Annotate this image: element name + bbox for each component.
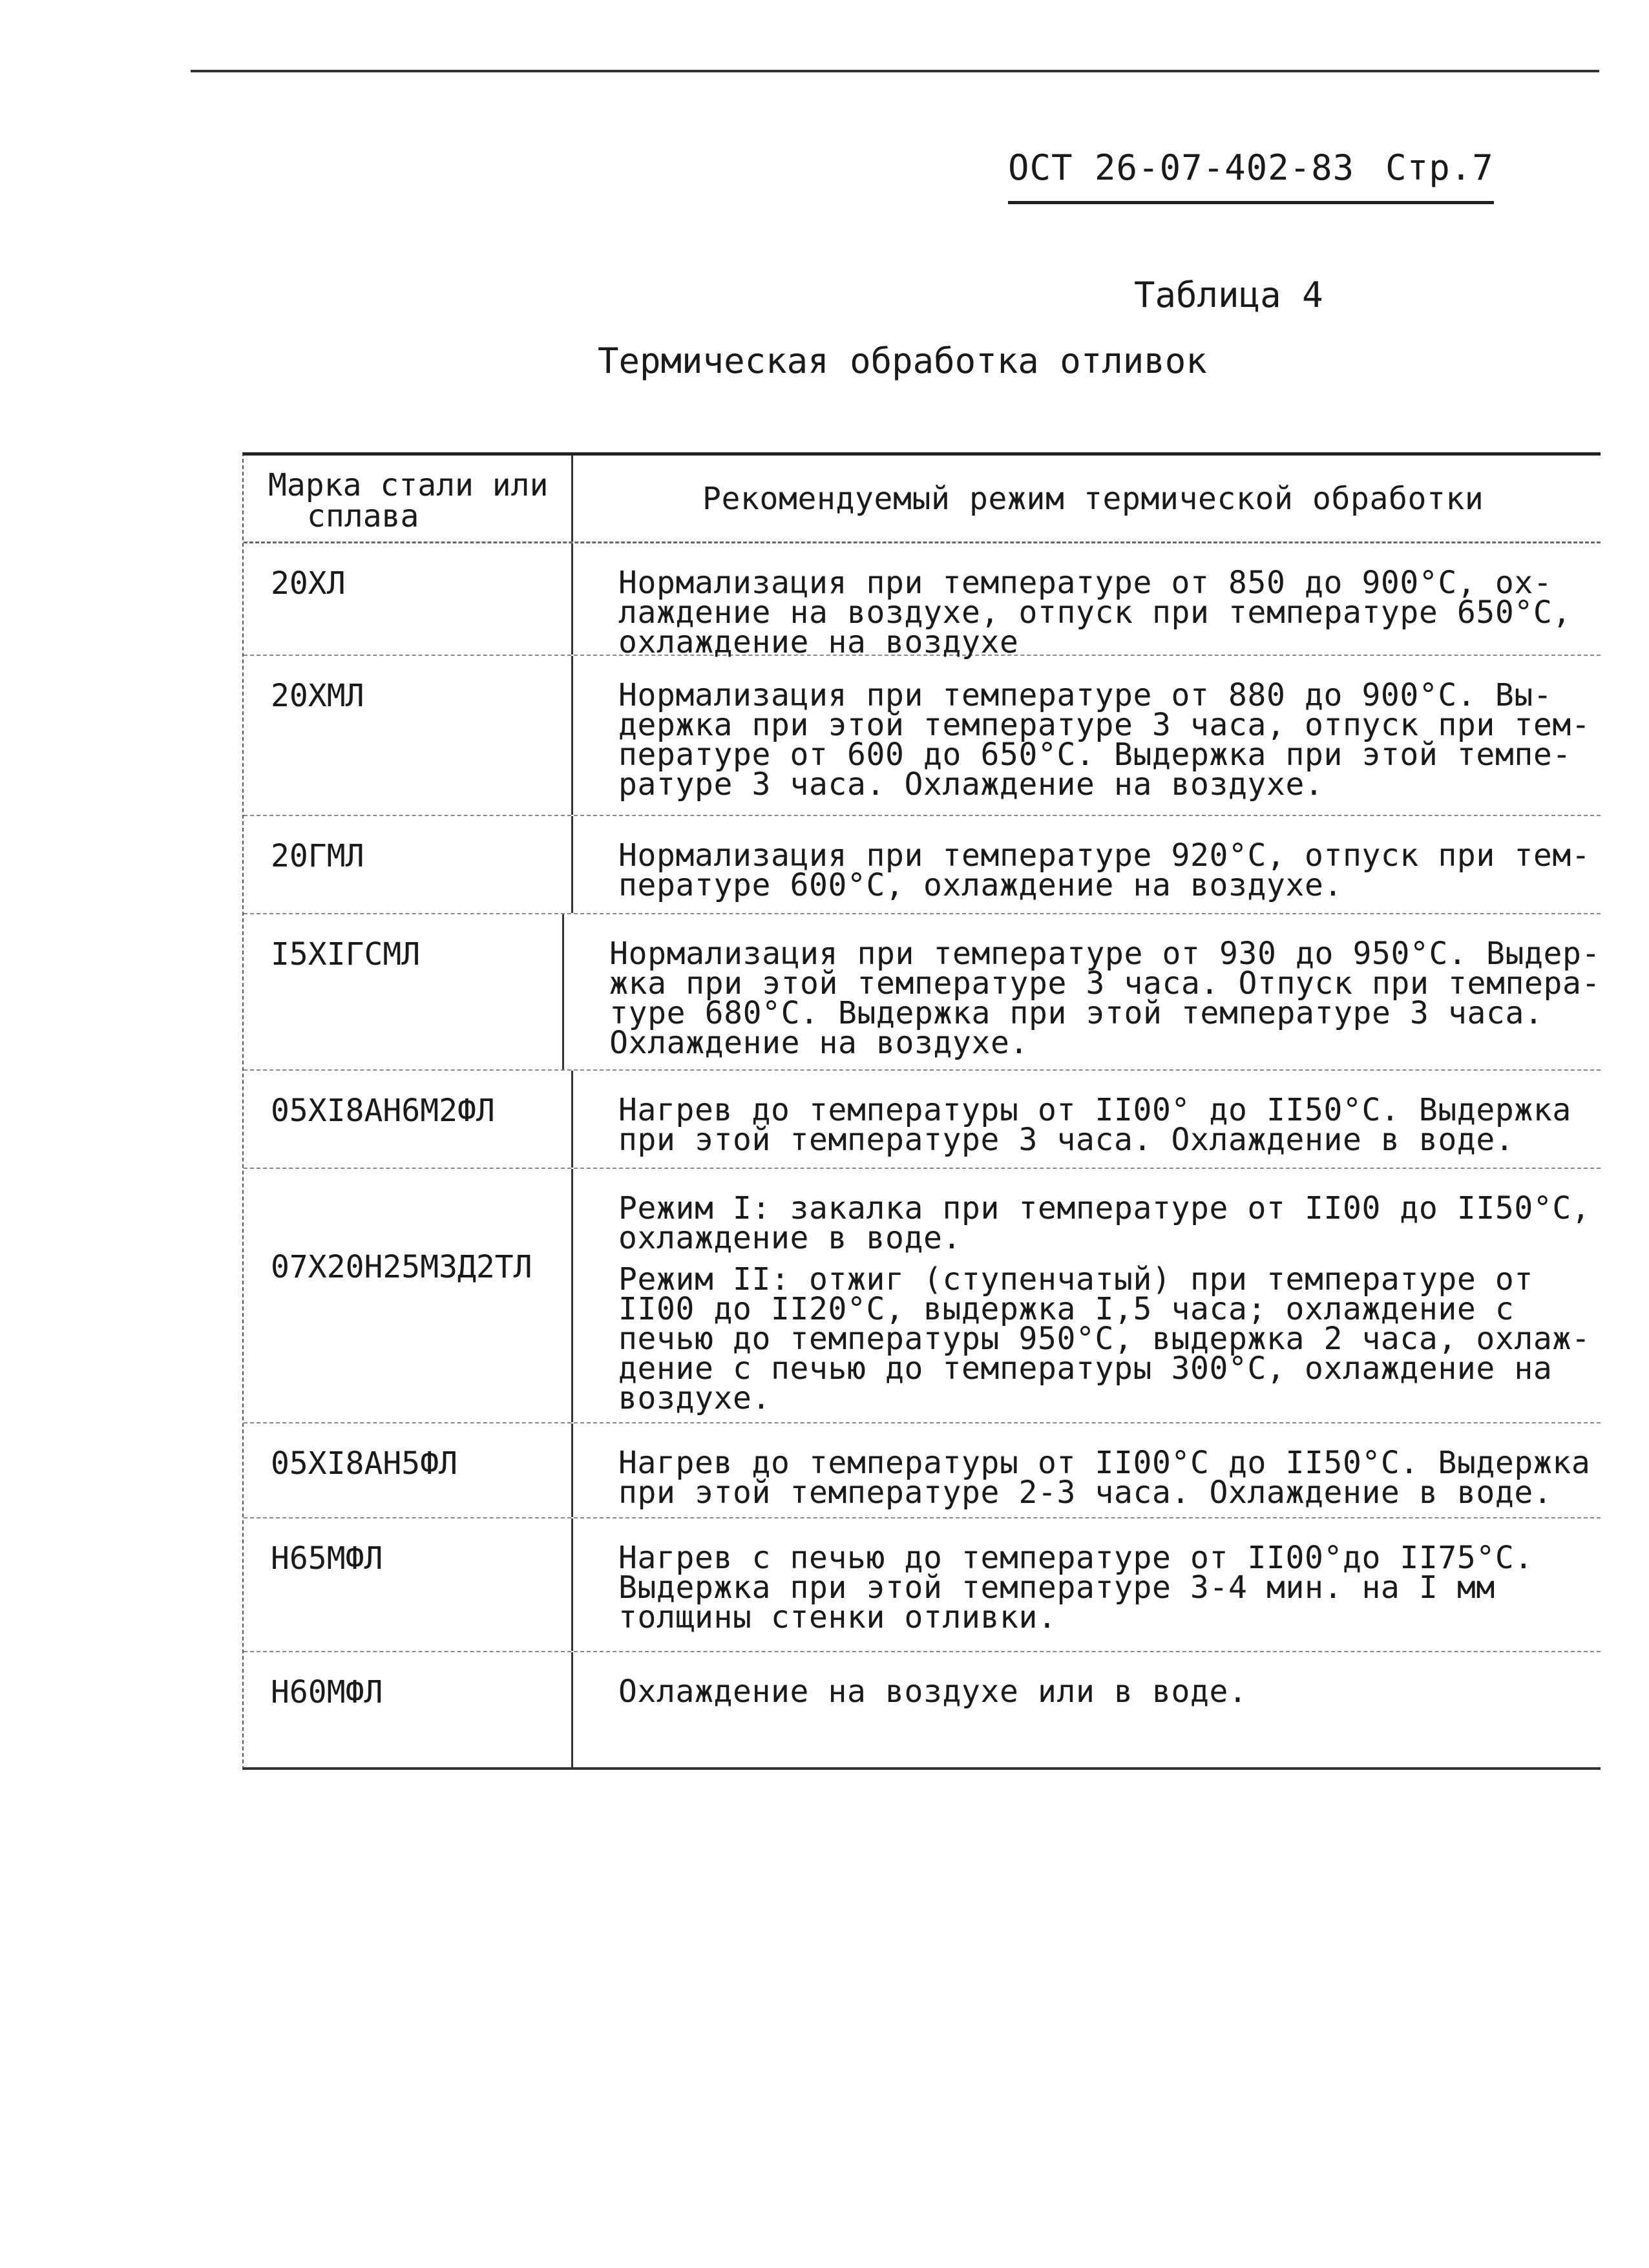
mode-text-line: толщины стенки отливки. [618, 1599, 1057, 1635]
table-row [244, 1169, 1601, 1423]
mode-paragraph-2 [618, 1261, 1601, 1416]
top-rule [191, 70, 1599, 72]
document-header [1008, 147, 1494, 204]
mode-text-line: Нагрев до температуры от II00°С до II50°С. Выдержка [618, 1445, 1591, 1481]
mode-text-line: при этой температуре 2-3 часа. Охлаждение в воде. [618, 1475, 1553, 1511]
table-row [244, 543, 1601, 660]
mode-cell [573, 656, 1601, 815]
mode-text-line: Выдержка при этой температуре 3-4 мин. на I мм [618, 1570, 1495, 1606]
mode-text-line: Нормализация при температуре 920°С, отпуск при тем- [618, 837, 1591, 874]
grade-cell: I5ХIГСМЛ [244, 914, 564, 1069]
mode-cell [573, 816, 1601, 913]
mode-text-line: дение с печью до температуры 300°С, охлаждение на [618, 1350, 1553, 1387]
table-row [244, 1518, 1601, 1652]
mode-text-line: Режим I: закалка при температуре от II00 до II50°С, [618, 1190, 1591, 1226]
mode-text-line: Нормализация при температуре от 930 до 950°С. Выдер- [609, 936, 1601, 972]
table-row [244, 1423, 1601, 1518]
grade-cell: 05ХI8АН6М2ФЛ [244, 1071, 573, 1168]
mode-text-line: Охлаждение на воздухе или в воде. [618, 1674, 1248, 1710]
mode-text-line: II00 до II20°С, выдержка I,5 часа; охлаждение с [618, 1291, 1515, 1327]
mode-cell [564, 914, 1601, 1069]
mode-text-line: Нагрев до температуры от II00° до II50°С. Выдержка [618, 1092, 1571, 1128]
table-row [244, 656, 1601, 816]
mode-text-line: воздухе. [618, 1380, 771, 1416]
mode-text-line: охлаждение на воздухе [618, 624, 1019, 660]
mode-text-line: лаждение на воздухе, отпуск при температуре 650°С, [618, 594, 1571, 631]
mode-text-line: ратуре 3 часа. Охлаждение на воздухе. [618, 766, 1324, 803]
mode-cell [573, 1071, 1601, 1168]
table-title: Термическая обработка отливок [598, 341, 1207, 381]
mode-cell [573, 1169, 1601, 1422]
mode-text-line: Режим II: отжиг (ступенчатый) при температуре от [618, 1261, 1533, 1297]
table-row [244, 816, 1601, 914]
mode-text-line: при этой температуре 3 часа. Охлаждение в воде. [618, 1122, 1515, 1158]
mode-text-line: охлаждение в воде. [618, 1220, 961, 1256]
table-row [244, 1652, 1601, 1767]
header-mode-cell: Рекомендуемый режим термической обработки [702, 481, 1484, 517]
mode-text-line: печью до температуры 950°С, выдержка 2 часа, охлаж- [618, 1321, 1591, 1357]
table-number: Таблица 4 [1134, 275, 1323, 315]
grade-cell: Н65МФЛ [244, 1518, 573, 1651]
heat-treatment-table [242, 452, 1601, 1770]
header-grade-line1: Марка стали или [268, 467, 549, 503]
mode-text-line: Нормализация при температуре от 850 до 900°С, ох- [618, 565, 1553, 601]
grade-cell: Н60МФЛ [244, 1652, 573, 1767]
mode-text-line: Охлаждение на воздухе. [609, 1025, 1029, 1061]
mode-text-line: Нагрев с печью до температуре от II00°до II75°С. [618, 1540, 1533, 1576]
document-code: ОСТ 26-07-402-83 [1008, 147, 1355, 188]
grade-cell: 20ГМЛ [244, 816, 573, 913]
mode-text-line: пературе 600°С, охлаждение на воздухе. [618, 867, 1343, 903]
mode-text-line: Нормализация при температуре от 880 до 900°С. Вы- [618, 677, 1553, 713]
table-header-row [244, 456, 1601, 543]
header-grade-cell [244, 456, 573, 541]
table-row [244, 914, 1601, 1071]
mode-cell [573, 1423, 1601, 1517]
mode-cell [573, 1652, 1601, 1767]
grade-cell: 20ХМЛ [244, 656, 573, 815]
mode-text-line: туре 680°С. Выдержка при этой температуре 3 часа. [609, 995, 1544, 1031]
table-row [244, 1071, 1601, 1169]
mode-cell [573, 1518, 1601, 1651]
grade-cell: 20ХЛ [244, 543, 573, 655]
mode-text-line: пературе от 600 до 650°С. Выдержка при этой темпе- [618, 737, 1571, 773]
mode-cell [573, 543, 1601, 660]
grade-cell: 05ХI8АН5ФЛ [244, 1423, 573, 1517]
mode-text-line: жка при этой температуре 3 часа. Отпуск при темпера- [609, 965, 1601, 1002]
header-grade-line2: сплава [307, 498, 419, 534]
mode-text-line: держка при этой температуре 3 часа, отпуск при тем- [618, 707, 1591, 743]
page-number: Стр.7 [1385, 147, 1494, 188]
grade-cell: 07Х20Н25М3Д2ТЛ [244, 1169, 573, 1422]
